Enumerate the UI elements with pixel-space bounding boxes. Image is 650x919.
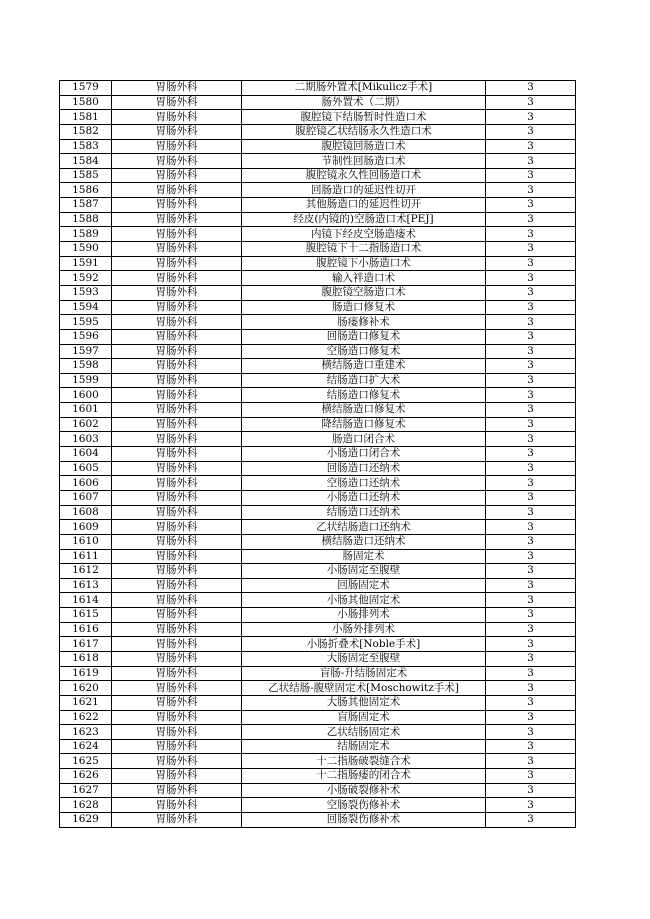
procedure-name-cell: 回肠造口还纳术 [242,461,486,476]
level-cell: 3 [486,315,576,330]
department-cell: 胃肠外科 [112,476,242,491]
row-number-cell: 1626 [60,769,112,784]
table-row [60,710,576,725]
department-cell: 胃肠外科 [112,461,242,476]
table-row [60,783,576,798]
table-row [60,725,576,740]
level-cell: 3 [486,798,576,813]
row-number-cell: 1597 [60,344,112,359]
table-row [60,373,576,388]
row-number-cell: 1591 [60,256,112,271]
table-row [60,212,576,227]
table-row [60,81,576,96]
department-cell: 胃肠外科 [112,593,242,608]
department-cell: 胃肠外科 [112,622,242,637]
procedure-name-cell: 盲肠-升结肠固定术 [242,666,486,681]
procedure-name-cell: 乙状结肠-腹壁固定术[Moschowitz手术] [242,681,486,696]
procedure-table [59,80,576,828]
procedure-name-cell: 回肠造口修复术 [242,329,486,344]
table-row [60,608,576,623]
procedure-name-cell: 乙状结肠造口还纳术 [242,520,486,535]
procedure-name-cell: 小肠破裂修补术 [242,783,486,798]
department-cell: 胃肠外科 [112,651,242,666]
procedure-name-cell: 节制性回肠造口术 [242,154,486,169]
table-row [60,813,576,828]
row-number-cell: 1620 [60,681,112,696]
procedure-name-cell: 十二指肠破裂缝合术 [242,754,486,769]
row-number-cell: 1629 [60,813,112,828]
row-number-cell: 1618 [60,651,112,666]
procedure-name-cell: 输入袢造口术 [242,271,486,286]
procedure-name-cell: 肠造口闭合术 [242,432,486,447]
level-cell: 3 [486,256,576,271]
table-row [60,651,576,666]
procedure-name-cell: 大肠其他固定术 [242,695,486,710]
level-cell: 3 [486,505,576,520]
level-cell: 3 [486,139,576,154]
department-cell: 胃肠外科 [112,608,242,623]
table-row [60,769,576,784]
level-cell: 3 [486,447,576,462]
procedure-name-cell: 腹腔镜下小肠造口术 [242,256,486,271]
level-cell: 3 [486,417,576,432]
table-row [60,388,576,403]
department-cell: 胃肠外科 [112,769,242,784]
department-cell: 胃肠外科 [112,534,242,549]
department-cell: 胃肠外科 [112,417,242,432]
level-cell: 3 [486,520,576,535]
department-cell: 胃肠外科 [112,549,242,564]
procedure-name-cell: 肠固定术 [242,549,486,564]
row-number-cell: 1625 [60,754,112,769]
department-cell: 胃肠外科 [112,212,242,227]
level-cell: 3 [486,754,576,769]
department-cell: 胃肠外科 [112,154,242,169]
procedure-name-cell: 小肠造口闭合术 [242,447,486,462]
row-number-cell: 1611 [60,549,112,564]
procedure-name-cell: 腹腔镜下结肠暂时性造口术 [242,110,486,125]
table-row [60,124,576,139]
procedure-name-cell: 空肠裂伤修补术 [242,798,486,813]
procedure-name-cell: 小肠排列术 [242,608,486,623]
row-number-cell: 1605 [60,461,112,476]
level-cell: 3 [486,359,576,374]
table-row [60,622,576,637]
procedure-name-cell: 大肠固定至腹壁 [242,651,486,666]
row-number-cell: 1613 [60,578,112,593]
table-row [60,300,576,315]
level-cell: 3 [486,329,576,344]
row-number-cell: 1584 [60,154,112,169]
department-cell: 胃肠外科 [112,578,242,593]
procedure-name-cell: 十二指肠瘘的闭合术 [242,769,486,784]
procedure-name-cell: 其他肠造口的延迟性切开 [242,198,486,213]
department-cell: 胃肠外科 [112,432,242,447]
table-row [60,490,576,505]
department-cell: 胃肠外科 [112,183,242,198]
row-number-cell: 1621 [60,695,112,710]
department-cell: 胃肠外科 [112,168,242,183]
department-cell: 胃肠外科 [112,754,242,769]
table-row [60,154,576,169]
table-row [60,183,576,198]
table-row [60,798,576,813]
level-cell: 3 [486,344,576,359]
level-cell: 3 [486,813,576,828]
department-cell: 胃肠外科 [112,124,242,139]
table-row [60,95,576,110]
table-row [60,198,576,213]
department-cell: 胃肠外科 [112,447,242,462]
department-cell: 胃肠外科 [112,403,242,418]
procedure-name-cell: 结肠造口修复术 [242,388,486,403]
table-row [60,329,576,344]
department-cell: 胃肠外科 [112,695,242,710]
department-cell: 胃肠外科 [112,271,242,286]
row-number-cell: 1606 [60,476,112,491]
department-cell: 胃肠外科 [112,198,242,213]
row-number-cell: 1596 [60,329,112,344]
row-number-cell: 1587 [60,198,112,213]
level-cell: 3 [486,154,576,169]
table-row [60,432,576,447]
level-cell: 3 [486,681,576,696]
department-cell: 胃肠外科 [112,564,242,579]
row-number-cell: 1614 [60,593,112,608]
level-cell: 3 [486,212,576,227]
table-row [60,505,576,520]
table-row [60,666,576,681]
level-cell: 3 [486,549,576,564]
row-number-cell: 1609 [60,520,112,535]
procedure-name-cell: 经皮(内镜的)空肠造口术[PEJ] [242,212,486,227]
department-cell: 胃肠外科 [112,373,242,388]
row-number-cell: 1628 [60,798,112,813]
row-number-cell: 1601 [60,403,112,418]
row-number-cell: 1610 [60,534,112,549]
table-row [60,403,576,418]
row-number-cell: 1579 [60,81,112,96]
table-row [60,242,576,257]
level-cell: 3 [486,725,576,740]
department-cell: 胃肠外科 [112,242,242,257]
procedure-name-cell: 结肠造口还纳术 [242,505,486,520]
row-number-cell: 1615 [60,608,112,623]
level-cell: 3 [486,95,576,110]
department-cell: 胃肠外科 [112,783,242,798]
table-row [60,754,576,769]
department-cell: 胃肠外科 [112,300,242,315]
table-row [60,139,576,154]
level-cell: 3 [486,461,576,476]
level-cell: 3 [486,81,576,96]
row-number-cell: 1607 [60,490,112,505]
level-cell: 3 [486,637,576,652]
row-number-cell: 1583 [60,139,112,154]
table-row [60,417,576,432]
department-cell: 胃肠外科 [112,813,242,828]
procedure-name-cell: 横结肠造口修复术 [242,403,486,418]
row-number-cell: 1580 [60,95,112,110]
department-cell: 胃肠外科 [112,388,242,403]
level-cell: 3 [486,432,576,447]
table-row [60,256,576,271]
level-cell: 3 [486,695,576,710]
department-cell: 胃肠外科 [112,256,242,271]
row-number-cell: 1589 [60,227,112,242]
procedure-name-cell: 小肠其他固定术 [242,593,486,608]
procedure-name-cell: 二期肠外置术[Mikulicz手术] [242,81,486,96]
level-cell: 3 [486,666,576,681]
procedure-name-cell: 乙状结肠固定术 [242,725,486,740]
level-cell: 3 [486,593,576,608]
procedure-name-cell: 腹腔镜下十二指肠造口术 [242,242,486,257]
department-cell: 胃肠外科 [112,681,242,696]
row-number-cell: 1600 [60,388,112,403]
level-cell: 3 [486,285,576,300]
department-cell: 胃肠外科 [112,725,242,740]
table-row [60,227,576,242]
procedure-name-cell: 腹腔镜乙状结肠永久性造口术 [242,124,486,139]
table-row [60,549,576,564]
department-cell: 胃肠外科 [112,227,242,242]
level-cell: 3 [486,300,576,315]
level-cell: 3 [486,608,576,623]
procedure-name-cell: 肠瘘修补术 [242,315,486,330]
department-cell: 胃肠外科 [112,285,242,300]
row-number-cell: 1588 [60,212,112,227]
procedure-name-cell: 小肠造口还纳术 [242,490,486,505]
department-cell: 胃肠外科 [112,95,242,110]
level-cell: 3 [486,490,576,505]
department-cell: 胃肠外科 [112,798,242,813]
procedure-name-cell: 肠外置术（二期） [242,95,486,110]
table-row [60,110,576,125]
table-row [60,359,576,374]
row-number-cell: 1616 [60,622,112,637]
table-row [60,681,576,696]
table-row [60,315,576,330]
row-number-cell: 1627 [60,783,112,798]
level-cell: 3 [486,476,576,491]
table-body [60,81,576,828]
level-cell: 3 [486,198,576,213]
department-cell: 胃肠外科 [112,329,242,344]
department-cell: 胃肠外科 [112,490,242,505]
department-cell: 胃肠外科 [112,637,242,652]
procedure-name-cell: 空肠造口修复术 [242,344,486,359]
table-row [60,695,576,710]
row-number-cell: 1608 [60,505,112,520]
level-cell: 3 [486,183,576,198]
row-number-cell: 1617 [60,637,112,652]
level-cell: 3 [486,124,576,139]
table-row [60,534,576,549]
table-row [60,271,576,286]
row-number-cell: 1581 [60,110,112,125]
row-number-cell: 1595 [60,315,112,330]
level-cell: 3 [486,739,576,754]
row-number-cell: 1582 [60,124,112,139]
procedure-name-cell: 腹腔镜空肠造口术 [242,285,486,300]
level-cell: 3 [486,710,576,725]
procedure-name-cell: 回肠固定术 [242,578,486,593]
procedure-name-cell: 横结肠造口重建术 [242,359,486,374]
table-row [60,564,576,579]
row-number-cell: 1598 [60,359,112,374]
department-cell: 胃肠外科 [112,710,242,725]
row-number-cell: 1602 [60,417,112,432]
level-cell: 3 [486,534,576,549]
department-cell: 胃肠外科 [112,505,242,520]
department-cell: 胃肠外科 [112,359,242,374]
row-number-cell: 1623 [60,725,112,740]
row-number-cell: 1604 [60,447,112,462]
level-cell: 3 [486,227,576,242]
department-cell: 胃肠外科 [112,739,242,754]
department-cell: 胃肠外科 [112,344,242,359]
row-number-cell: 1594 [60,300,112,315]
table-row [60,593,576,608]
procedure-name-cell: 盲肠固定术 [242,710,486,725]
row-number-cell: 1593 [60,285,112,300]
level-cell: 3 [486,110,576,125]
row-number-cell: 1612 [60,564,112,579]
level-cell: 3 [486,578,576,593]
procedure-name-cell: 腹腔镜永久性回肠造口术 [242,168,486,183]
table-row [60,739,576,754]
level-cell: 3 [486,242,576,257]
procedure-name-cell: 小肠外排列术 [242,622,486,637]
table-row [60,461,576,476]
department-cell: 胃肠外科 [112,315,242,330]
procedure-name-cell: 肠造口修复术 [242,300,486,315]
procedure-name-cell: 横结肠造口还纳术 [242,534,486,549]
level-cell: 3 [486,388,576,403]
department-cell: 胃肠外科 [112,139,242,154]
department-cell: 胃肠外科 [112,666,242,681]
table-row [60,476,576,491]
procedure-name-cell: 回肠裂伤修补术 [242,813,486,828]
procedure-name-cell: 小肠折叠术[Noble手术] [242,637,486,652]
table-row [60,447,576,462]
procedure-name-cell: 回肠造口的延迟性切开 [242,183,486,198]
level-cell: 3 [486,271,576,286]
level-cell: 3 [486,651,576,666]
department-cell: 胃肠外科 [112,520,242,535]
row-number-cell: 1622 [60,710,112,725]
level-cell: 3 [486,373,576,388]
procedure-name-cell: 降结肠造口修复术 [242,417,486,432]
level-cell: 3 [486,783,576,798]
table-row [60,520,576,535]
table-row [60,168,576,183]
row-number-cell: 1624 [60,739,112,754]
row-number-cell: 1603 [60,432,112,447]
level-cell: 3 [486,769,576,784]
level-cell: 3 [486,168,576,183]
procedure-name-cell: 小肠固定至腹壁 [242,564,486,579]
table-row [60,637,576,652]
procedure-name-cell: 结肠造口扩大术 [242,373,486,388]
department-cell: 胃肠外科 [112,110,242,125]
department-cell: 胃肠外科 [112,81,242,96]
row-number-cell: 1586 [60,183,112,198]
level-cell: 3 [486,564,576,579]
row-number-cell: 1590 [60,242,112,257]
row-number-cell: 1592 [60,271,112,286]
table-row [60,578,576,593]
level-cell: 3 [486,622,576,637]
procedure-name-cell: 空肠造口还纳术 [242,476,486,491]
level-cell: 3 [486,403,576,418]
row-number-cell: 1599 [60,373,112,388]
table-row [60,285,576,300]
row-number-cell: 1585 [60,168,112,183]
table-row [60,344,576,359]
procedure-name-cell: 腹腔镜回肠造口术 [242,139,486,154]
procedure-name-cell: 内镜下经皮空肠造瘘术 [242,227,486,242]
row-number-cell: 1619 [60,666,112,681]
procedure-name-cell: 结肠固定术 [242,739,486,754]
